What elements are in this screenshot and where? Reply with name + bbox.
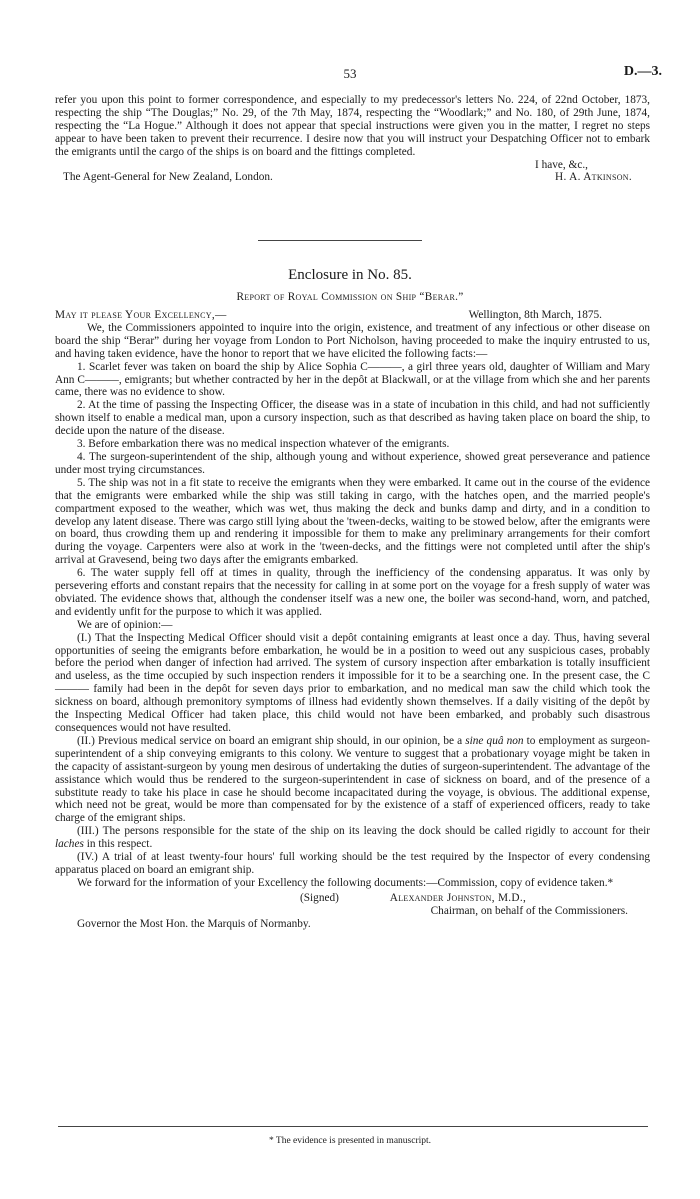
- footnote-rule: [58, 1126, 648, 1127]
- signed-label: (Signed): [300, 891, 339, 904]
- opinion-3-start: (III.) The persons responsible for the state of the ship on its leaving the dock should be called: [77, 825, 522, 838]
- paragraph-fact-2: 2. At the time of passing the Inspecting Officer, the disease was in a state of incubation in this child, and had not sufficiently shown itself to enable a medical man, upon a cursory inspection, such as that described as having taken place on board the ship, to decide upon the nature of the disease.: [55, 399, 650, 438]
- paragraph-opinion-intro: We are of opinion:—: [77, 618, 173, 631]
- paragraph-fact-5: 5. The ship was not in a fit state to receive the emigrants when they were embarked. It came out in the course of the evidence that the emigrants were embarked while the ship was still taking in cargo, with the hatches open, and the married people's compartment exposed to the weather, which was wet, thus making the deck and bunks damp and dirty, and in a condition to develop any latent disease. There was cargo still lying about the 'tween-decks, waiting to be stowed below, after the emigrants were on board, thus crowding them up and rendering it impossible for them to make any preliminary arrangements for their comfort during the voyage. Carpenters were also at work in the 'tween-decks, and the fittings were not completed until after the ship's arrival at Gravesend, being two days after the emigrants embarked.: [55, 476, 650, 567]
- letter-closing: I have, &c.,: [534, 158, 588, 171]
- section-divider: [258, 240, 422, 241]
- signature-row: [55, 892, 650, 905]
- salutation: May it please Your Excellency,—: [55, 309, 227, 321]
- opinion-2-rest: to employment as surgeon-superintendent of a ship conveying emigrants to this colony. We: [55, 734, 650, 760]
- salutation-row: [55, 309, 650, 322]
- page-number: 53: [343, 66, 357, 81]
- paragraph-fact-4: 4. The surgeon-superintendent of the ship, although young and without experience, showed great perseverance and patience under most trying circumstances.: [55, 450, 650, 476]
- paragraph-opinion-4: (IV.) A trial of at least twenty-four hours' full working should be the test required by the Inspector of every condensing apparatus placed on board an emigrant ship.: [55, 851, 650, 876]
- paragraph-forward: We forward for the information of your Excellency the following documents:—Commission, copy of evidence taken.*: [77, 876, 614, 889]
- enclosure-body: [55, 309, 650, 931]
- paragraph-opinion-2: [55, 735, 650, 825]
- opinion-3-italic: laches: [55, 838, 84, 851]
- paragraph-fact-1: 1. Scarlet fever was taken on board the ship by Alice Sophia C———, a girl three years old, daughter of William and Mary Ann C———, emigrants; but whether contracted by her in the depôt at Blackwall, or at the village from which she and her parents came, there was no evidence to show.: [55, 360, 650, 399]
- paragraph-intro: We, the Commissioners appointed to inquire into the origin, existence, and treatment of any infectious or other disease on board the ship “Berar” during her voyage from London to Port Nicholson, having proceeded to make the inquiry entrusted to us, and having taken evidence, have the honor to report that we have elicited the following facts:—: [55, 321, 650, 360]
- paragraph-fact-6: 6. The water supply fell off at times in quality, through the inefficiency of the condensing apparatus. It was only by persevering efforts and constant repairs that the necessity for calling in at some port on the voyage for a fresh supply of water was obviated. The evidence shows that, although the condenser itself was a new one, the boiler was second-hand, worn, and patched, and evidently unfit for the purpose to which it was applied.: [55, 567, 650, 618]
- letter-signatory: H. A. Atkinson.: [555, 171, 632, 184]
- opinion-3-end: in this respect.: [86, 838, 153, 851]
- signed-role: Chairman, on behalf of the Commissioners.: [430, 904, 628, 917]
- paragraph-opinion-3: [55, 825, 650, 851]
- enclosure-title: Enclosure in No. 85.: [288, 267, 412, 283]
- signed-name: Alexander Johnston, M.D.,: [389, 891, 527, 904]
- opinion-3-middle: rigidly to account for their: [525, 825, 650, 838]
- letter-addressee: The Agent-General for New Zealand, London.: [63, 171, 273, 184]
- place-date: Wellington, 8th March, 1875.: [468, 309, 602, 321]
- document-reference: D.—3.: [623, 64, 662, 79]
- recipient: Governor the Most Hon. the Marquis of Normanby.: [77, 917, 311, 930]
- paragraph-opinion-1: (I.) That the Inspecting Medical Officer should visit a depôt containing emigrants at least once a day. Thus, having several opportunities of seeing the emigrants before embarkation, he would be in a position to weed out any suspicious cases, probably before the period when danger of infection had arrived. The system of cursory inspection after embarkation is totally insufficient and useless, as the time occupied by such inspection renders it impossible for it to be a searching one. In the present case, the C——— family had been in the depôt for seven days prior to embarkation, and no medical man saw the child which took the sickness on board, although premonitory symptoms of illness had evidently shown themselves. If a daily visiting of the depôt by the Inspecting Medical Officer had taken place, this child would not have been embarked, and probably such disastrous consequences would not have resulted.: [55, 631, 650, 734]
- footnote: * The evidence is presented in manuscript.: [268, 1136, 432, 1146]
- opinion-2-continued: venture to suggest that a probationary voyage might be taken in the capacity of assistant-surgeon by young men desirous of undertaking the duties of surgeon-superintendent. The advantage of the assistance which would thus be rendered to the surgeon-superintendent in case of sickness on board, and of the presence of a substitute ready to take his place in case he should become incapacitated during the voyage, is obvious. The additional expense, which need not be great, would be more than compensated for by the existence of a staff of experienced officers, ready to take charge of the emigrant ships.: [55, 747, 650, 825]
- paragraph-fact-3: 3. Before embarkation there was no medical inspection whatever of the emigrants.: [77, 438, 450, 451]
- letter-footer-row: [55, 171, 650, 184]
- opinion-2-start: (II.) Previous medical service on board an emigrant ship should, in our opinion, be a: [77, 734, 463, 747]
- opinion-2-italic: sine quâ non: [465, 734, 524, 747]
- letter-end: [55, 94, 650, 184]
- enclosure-subtitle: Report of Royal Commission on Ship “Berar.”: [236, 291, 464, 303]
- letter-paragraph: refer you upon this point to former correspondence, and especially to my predecessor's letters No. 224, of 22nd October, 1873, respecting the ship “The Douglas;” No. 29, of the 7th May, 1874, respecting the “Woodlark;” and No. 180, of 29th June, 1874, respecting the “La Hogue.” Although it does not appear that special instructions were given you in the matter, I regret no steps appear to have been taken to prevent their recurrence. I desire now that you will instruct your Despatching Officer not to embark the emigrants until the cargo of the ships is on board and the fittings completed.: [55, 94, 650, 158]
